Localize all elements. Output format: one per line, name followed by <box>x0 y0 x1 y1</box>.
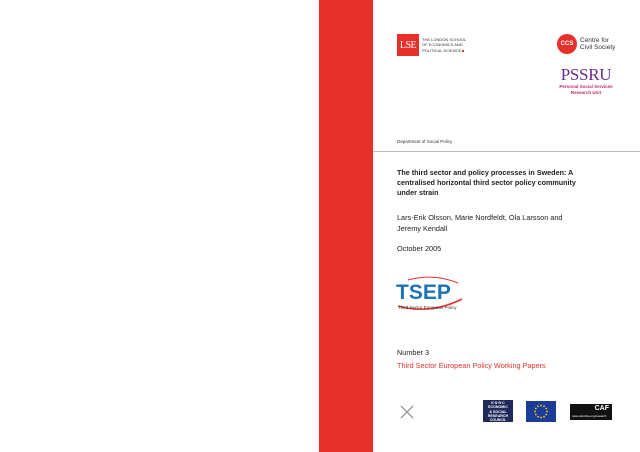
esrc-logo <box>483 400 513 422</box>
red-band <box>319 0 373 452</box>
esrc-line-2: ECONOMIC <box>488 405 508 410</box>
lse-text <box>422 37 466 54</box>
pssru-line-1: Personal Social Services <box>559 84 613 89</box>
pssru-title: PSSRU <box>560 65 612 84</box>
esrc-line-1: E·S·R·C <box>491 401 505 405</box>
lse-line-3: POLITICAL SCIENCE <box>422 47 462 53</box>
lse-box: LSE <box>397 34 419 56</box>
caf-sub: www.cafonline.org/research <box>572 414 607 418</box>
esrc-line-3: & SOCIAL <box>489 409 507 414</box>
eu-flag-icon <box>526 401 556 422</box>
publication-date: October 2005 <box>397 244 442 253</box>
lse-dot-icon <box>462 50 464 52</box>
tsep-logo <box>394 275 466 315</box>
ccs-line-2: Civil Society <box>580 44 616 51</box>
authors: Lars-Erik Olsson, Marie Nordfeldt, Ola Larsson and Jeremy Kendall <box>397 213 563 233</box>
caf-logo <box>570 404 612 420</box>
department: Department of Social Policy <box>397 139 453 144</box>
series-title: Third Sector European Policy Working Papers <box>397 361 546 370</box>
tsep-logo-graphic <box>394 275 466 315</box>
pssru-logo <box>556 66 616 95</box>
lse-logo <box>397 34 466 56</box>
ccs-circle-icon: CCS <box>557 34 577 54</box>
bottom-mark-icon <box>398 403 416 421</box>
ccs-text <box>580 37 615 52</box>
lse-line-2: OF ECONOMICS AND <box>422 42 463 48</box>
pssru-line-2: Research Unit <box>570 89 602 95</box>
ccs-line-1: Centre for <box>580 36 609 44</box>
paper-number: Number 3 <box>397 348 430 357</box>
lse-line-1: THE LONDON SCHOOL <box>422 36 467 42</box>
caf-main: CAF <box>594 405 609 412</box>
esrc-line-5: COUNCIL <box>489 418 507 423</box>
paper-title: The third sector and policy processes in Sweden: A centralised horizontal third sector policy community under strain <box>397 168 576 197</box>
ccs-logo <box>557 34 615 54</box>
tsep-title: TSEP <box>396 281 451 304</box>
divider <box>373 151 640 152</box>
esrc-line-4: RESEARCH <box>487 413 509 418</box>
tsep-subtitle: Third Sector European Policy <box>398 305 457 310</box>
